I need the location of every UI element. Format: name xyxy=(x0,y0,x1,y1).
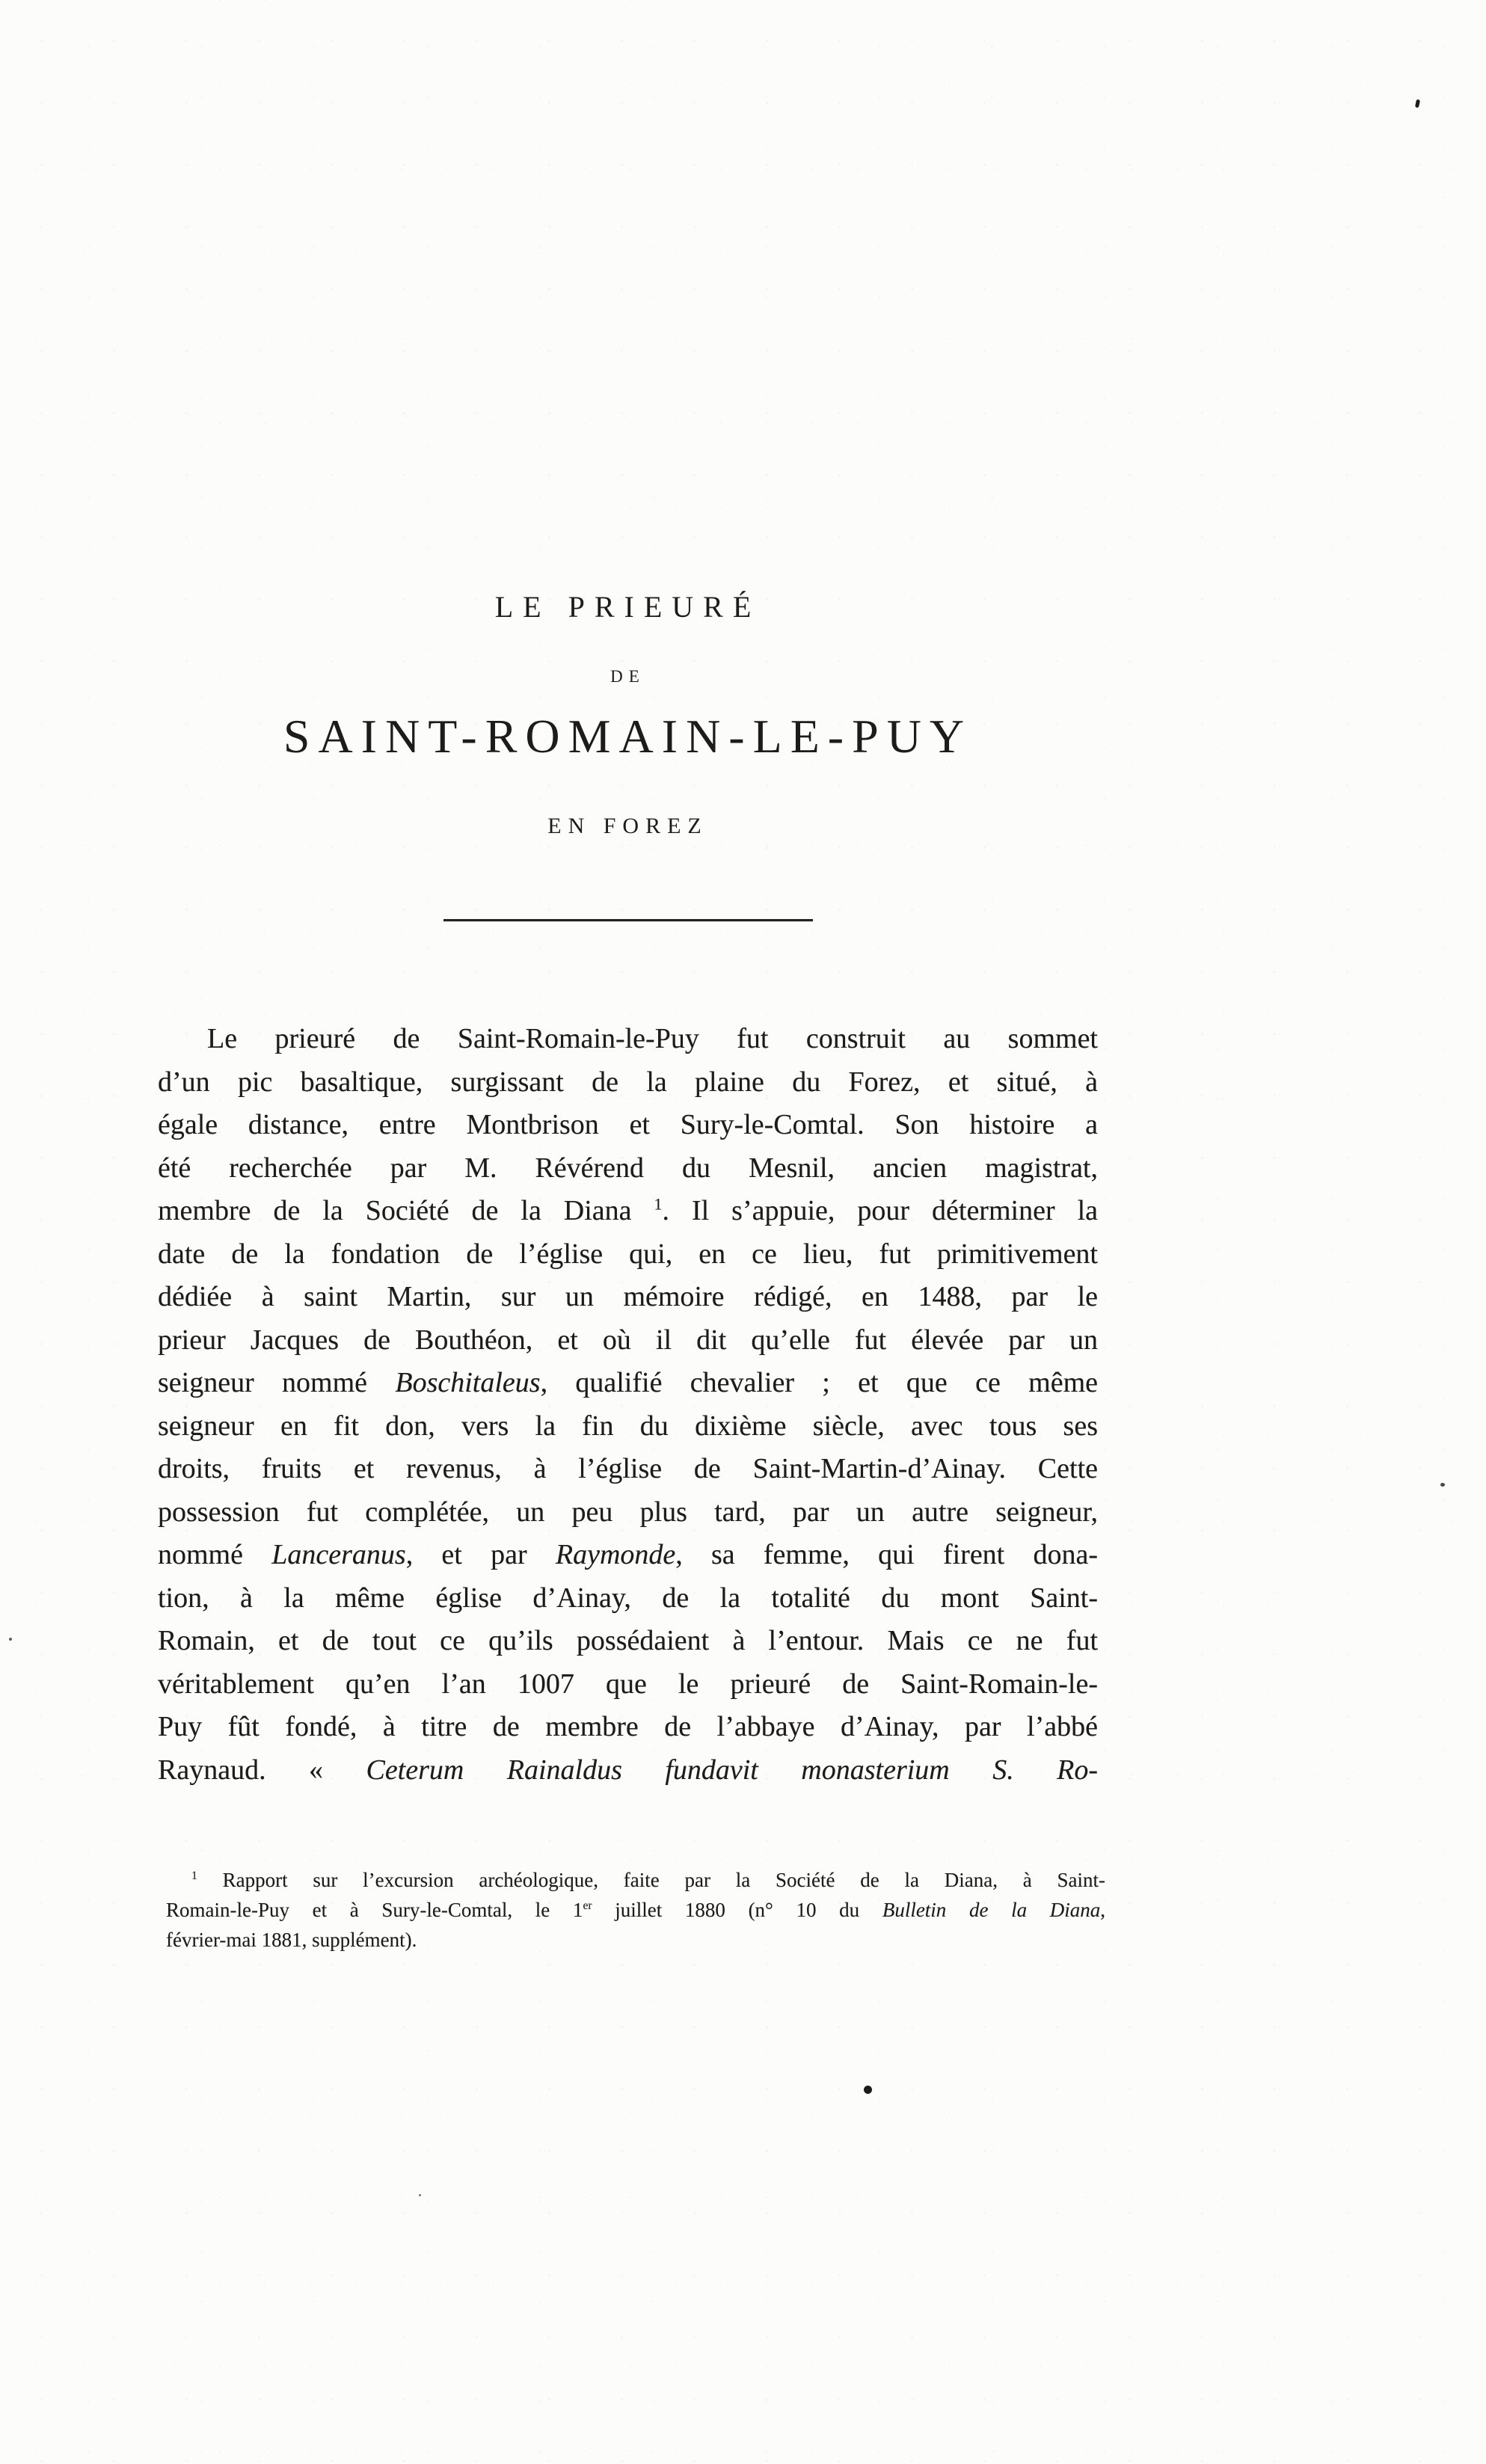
text-line: droits, fruits et revenus, à l’église de Saint-Martin-d’Ainay. Cette xyxy=(158,1453,1098,1484)
ink-speck xyxy=(1415,99,1420,108)
text-line: prieur Jacques de Bouthéon, et où il dit qu’elle fut élevée par un xyxy=(158,1324,1098,1356)
text-line: Le prieuré de Saint-Romain-le-Puy fut construit au sommet xyxy=(207,1023,1098,1054)
text-line: véritablement qu’en l’an 1007 que le prieuré de Saint-Romain-le- xyxy=(158,1668,1098,1700)
text-line: février-mai 1881, supplément). xyxy=(166,1929,417,1951)
text-line: Puy fût fondé, à titre de membre de l’abbaye d’Ainay, par l’abbé xyxy=(158,1711,1098,1742)
text-line: membre de la Société de la Diana $^1$. Il s’appuie, pour déterminer la xyxy=(158,1194,1098,1226)
text-line: Romain-le-Puy et à Sury-le-Comtal, le 1er juillet 1880 (n° 10 du Bulletin de la Diana, xyxy=(166,1899,1106,1921)
text-line: possession fut complétée, un peu plus tard, par un autre seigneur, xyxy=(158,1496,1098,1528)
page-title-line-1: LE PRIEURÉ xyxy=(494,590,761,624)
ink-speck xyxy=(1440,1483,1445,1487)
ink-speck xyxy=(9,1638,12,1641)
text-line: dédiée à saint Martin, sur un mémoire rédigé, en 1488, par le xyxy=(158,1281,1098,1312)
page-title-line-2: DE xyxy=(610,667,645,686)
page-title-main: SAINT-ROMAIN-LE-PUY xyxy=(283,710,973,763)
text-line: nommé Lanceranus, et par Raymonde, sa femme, qui firent dona- xyxy=(158,1539,1099,1570)
text-line: Raynaud. « Ceterum Rainaldus fundavit monasterium S. Ro- xyxy=(158,1754,1098,1786)
footnote xyxy=(166,1865,1105,1955)
text-line: d’un pic basaltique, surgissant de la plaine du Forez, et situé, à xyxy=(158,1066,1098,1098)
text-line: seigneur en fit don, vers la fin du dixième siècle, avec tous ses xyxy=(158,1410,1098,1442)
page-title-subtitle: EN FOREZ xyxy=(547,814,708,838)
text-line: Romain, et de tout ce qu’ils possédaient à l’entour. Mais ce ne fut xyxy=(158,1625,1098,1656)
text-line: été recherchée par M. Révérend du Mesnil, ancien magistrat, xyxy=(158,1152,1098,1184)
text-line: $^1$ Rapport sur l’excursion archéologique, faite par la Société de la Diana, à Saint- xyxy=(191,1869,1105,1891)
ink-speck xyxy=(864,2086,872,2094)
ink-speck xyxy=(419,2194,421,2196)
text-line: date de la fondation de l’église qui, en ce lieu, fut primitivement xyxy=(158,1238,1098,1270)
text-line: seigneur nommé Boschitaleus, qualifié chevalier ; et que ce même xyxy=(158,1367,1098,1398)
body-paragraph xyxy=(158,1018,1098,1792)
text-line: tion, à la même église d’Ainay, de la totalité du mont Saint- xyxy=(158,1582,1098,1614)
text-line: égale distance, entre Montbrison et Sury-le-Comtal. Son histoire a xyxy=(158,1109,1098,1140)
title-divider-rule xyxy=(443,919,813,921)
